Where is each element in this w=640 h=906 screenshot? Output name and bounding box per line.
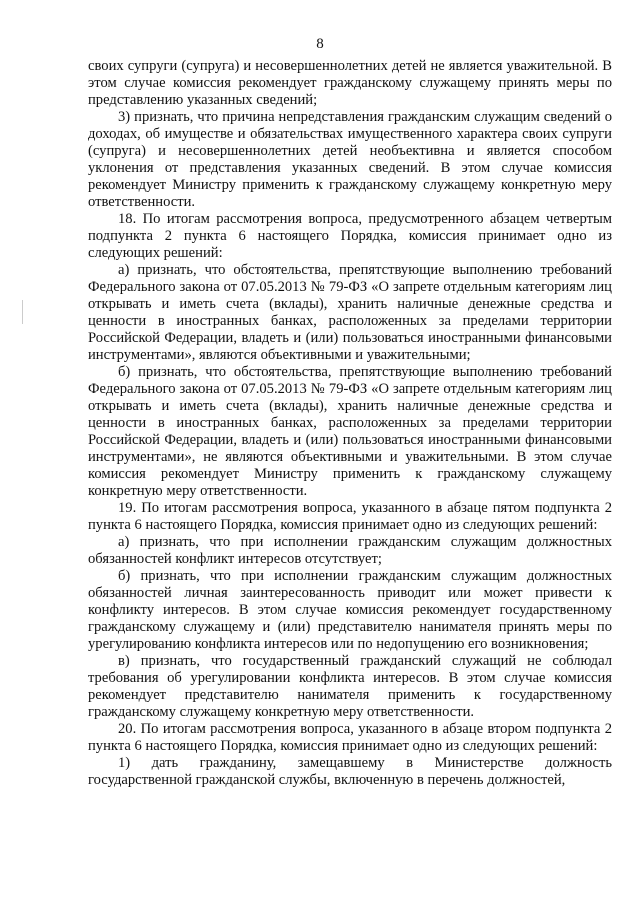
paragraph-clause-19-a: а) признать, что при исполнении гражданским служащим должностных обязанностей конфликт интересов отсутствует; [88, 534, 612, 567]
paragraph-clause-19: 19. По итогам рассмотрения вопроса, указанного в абзаце пятом подпункта 2 пункта 6 настоящего Порядка, комиссия принимает одно из следующих решений: [88, 500, 612, 533]
paragraph-item-3: 3) признать, что причина непредставления гражданским служащим сведений о доходах, об имуществе и обязательствах имущественного характера своих супруги (супруга) и несовершеннолетних детей необъективна и является способом уклонения от представления указанных сведений. В этом случае комиссия рекомендует Министру применить к гражданскому служащему конкретную меру ответственности. [88, 109, 612, 210]
paragraph-clause-20: 20. По итогам рассмотрения вопроса, указанного в абзаце втором подпункта 2 пункта 6 настоящего Порядка, комиссия принимает одно из следующих решений: [88, 721, 612, 754]
paragraph-clause-18: 18. По итогам рассмотрения вопроса, предусмотренного абзацем четвертым подпункта 2 пункта 6 настоящего Порядка, комиссия принимает одно из следующих решений: [88, 211, 612, 261]
paragraph-continuation: своих супруги (супруга) и несовершеннолетних детей не является уважительной. В этом случае комиссия рекомендует гражданскому служащему принять меры по представлению указанных сведений; [88, 58, 612, 108]
paragraph-clause-19-v: в) признать, что государственный гражданский служащий не соблюдал требования об урегулировании конфликта интересов. В этом случае комиссия рекомендует представителю нанимателя применить к государственному гражданскому служащему конкретную меру ответственности. [88, 653, 612, 720]
document-body [88, 58, 612, 789]
paragraph-clause-18-a: а) признать, что обстоятельства, препятствующие выполнению требований Федерального закона от 07.05.2013 № 79-ФЗ «О запрете отдельным категориям лиц открывать и иметь счета (вклады), хранить наличные денежные средства и ценности в иностранных банках, расположенных за пределами территории Российской Федерации, владеть и (или) пользоваться иностранными финансовыми инструментами», являются объективными и уважительными; [88, 262, 612, 363]
paragraph-clause-18-b: б) признать, что обстоятельства, препятствующие выполнению требований Федерального закона от 07.05.2013 № 79-ФЗ «О запрете отдельным категориям лиц открывать и иметь счета (вклады), хранить наличные денежные средства и ценности в иностранных банках, расположенных за пределами территории Российской Федерации, владеть и (или) пользоваться иностранными финансовыми инструментами», не являются объективными и уважительными. В этом случае комиссия рекомендует Министру применить к гражданскому служащему конкретную меру ответственности. [88, 364, 612, 499]
scan-margin-mark [22, 300, 23, 324]
paragraph-clause-19-b: б) признать, что при исполнении гражданским служащим должностных обязанностей личная заинтересованность приводит или может привести к конфликту интересов. В этом случае комиссия рекомендует государственному гражданскому служащему и (или) представителю нанимателя принять меры по урегулированию конфликта интересов или по недопущению его возникновения; [88, 568, 612, 652]
paragraph-clause-20-1: 1) дать гражданину, замещавшему в Министерстве должность государственной гражданской службы, включенную в перечень должностей, [88, 755, 612, 788]
page-number: 8 [316, 36, 324, 52]
